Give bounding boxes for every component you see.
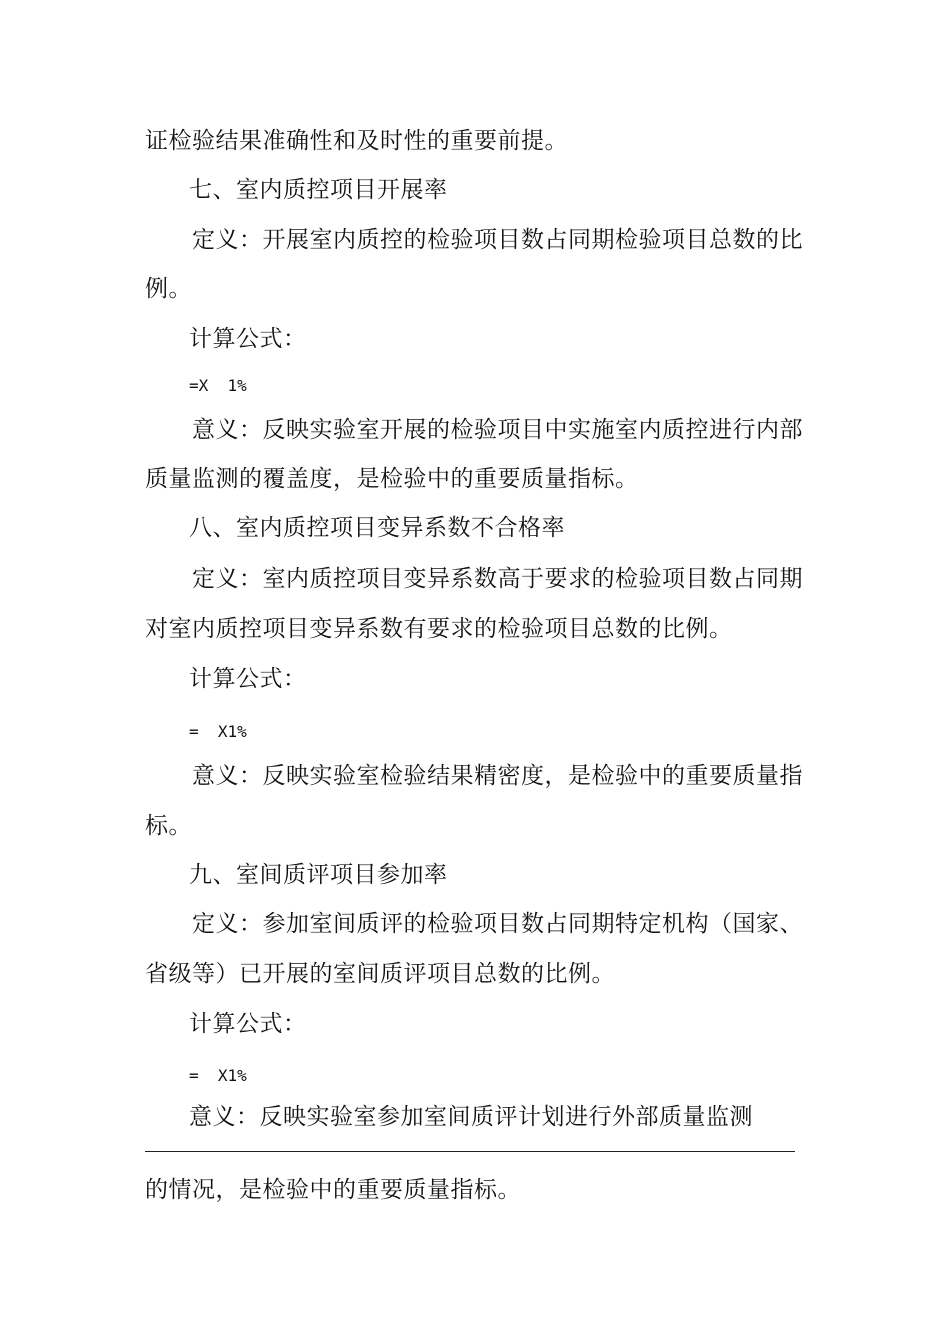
text-line: 省级等）已开展的室间质评项目总数的比例。	[145, 961, 615, 987]
formula-label: 计算公式：	[189, 666, 307, 692]
significance-line: 意义：反映实验室检验结果精密度，是检验中的重要质量指	[192, 763, 803, 789]
formula-label: 计算公式：	[189, 1011, 307, 1037]
formula-label: 计算公式：	[189, 326, 307, 352]
text-line: 对室内质控项目变异系数有要求的检验项目总数的比例。	[145, 616, 733, 642]
text-line: 质量监测的覆盖度，是检验中的重要质量指标。	[145, 466, 639, 492]
text-line: 的情况，是检验中的重要质量指标。	[145, 1177, 521, 1203]
text-line: 例。	[145, 276, 192, 302]
horizontal-rule	[145, 1151, 795, 1152]
section-heading: 七、室内质控项目开展率	[189, 177, 448, 203]
definition-line: 定义：开展室内质控的检验项目数占同期检验项目总数的比	[192, 227, 803, 253]
formula: =X 1%	[189, 376, 247, 395]
text-line: 证检验结果准确性和及时性的重要前提。	[145, 128, 568, 154]
formula: = X1%	[189, 1066, 247, 1085]
definition-line: 定义：室内质控项目变异系数高于要求的检验项目数占同期	[192, 566, 803, 592]
formula: = X1%	[189, 722, 247, 741]
section-heading: 九、室间质评项目参加率	[189, 862, 448, 888]
section-heading: 八、室内质控项目变异系数不合格率	[189, 515, 565, 541]
significance-line: 意义：反映实验室开展的检验项目中实施室内质控进行内部	[192, 417, 803, 443]
significance-line: 意义：反映实验室参加室间质评计划进行外部质量监测	[189, 1104, 753, 1130]
definition-line: 定义：参加室间质评的检验项目数占同期特定机构（国家、	[192, 911, 803, 937]
text-line: 标。	[145, 813, 192, 839]
